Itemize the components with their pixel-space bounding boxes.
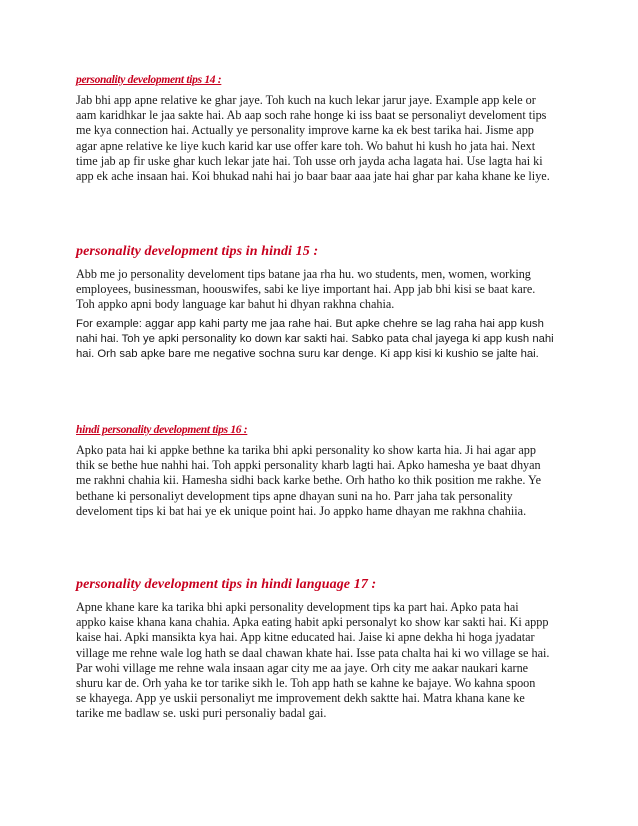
text-line: me rakhni chahia kii. Hamesha sidhi back karke bethe. Orh hatho ko thik position me rakhe. Ye bbox=[76, 473, 542, 488]
text-line: employees, businessman, hoouswifes, sabi ke liye important hai. App jab bhi kisi se baat kare. bbox=[76, 282, 536, 297]
text-line: app ek ache insaan hai. Koi bhukad nahi hai jo baar baar aaa jate hai ghar par kaha khane ke liye. bbox=[76, 169, 550, 184]
section-paragraph bbox=[76, 267, 568, 313]
text-line: time jab ap fir uske ghar kuch lekar jate hai. Toh usse orh jayda acha lagata hai. Use lagta hai ki bbox=[76, 153, 543, 168]
text-line: bethane ki personaliyt development tips apne dhayan suni na ho. Parr jaha tak personality bbox=[76, 488, 513, 503]
text-line: Par wohi village me rehne wala insaan agar city me aa jaye. Orh city me aakar naukari karne bbox=[76, 660, 529, 675]
section-tips-15 bbox=[76, 244, 568, 362]
section-paragraph bbox=[76, 317, 568, 363]
text-line: develoment tips ki bat hai ye ek unique point hai. Jo appko hame dhayan me rakhna chahiia. bbox=[76, 503, 527, 518]
text-line: hai. Orh sab apke bare me negative sochna suru kar denge. Ki app kisi ki kushio se jalte hai. bbox=[76, 348, 539, 361]
text-line: appko kaise khana kana chahia. Apka eating habit apki personalyt ko show kar sakti hai. Ki appp bbox=[76, 615, 549, 630]
text-line: Abb me jo personality develoment tips batane jaa rha hu. wo students, men, women, working bbox=[76, 267, 531, 281]
section-paragraph bbox=[76, 93, 568, 184]
text-line: village me rehne wale log hath se daal chawan khate hai. Isse pata chalta hai ki wo village se hai. bbox=[76, 645, 550, 660]
section-heading: personality development tips in hindi 15 : bbox=[76, 244, 319, 259]
text-line: Apko pata hai ki appke bethne ka tarika bhi apki personality ko show karta hia. Ji hai agar app bbox=[76, 443, 536, 457]
text-line: tarike me badlaw se. uski puri personaliy badal gai. bbox=[76, 706, 327, 721]
text-line: shuru kar de. Orh yaha ke tor tarike sikh le. Toh app hath se kahne ke bajaye. Wo kahna spoon bbox=[76, 676, 536, 691]
text-line: For example: aggar app kahi party me jaa rahe hai. But apke chehre se lag raha hai app kush bbox=[76, 317, 544, 330]
text-line: Apne khane kare ka tarika bhi apki personality development tips ka part hai. Apko pata hai bbox=[76, 600, 519, 614]
section-tips-16 bbox=[76, 424, 568, 519]
section-heading: hindi personality development tips 16 : bbox=[76, 424, 248, 436]
section-heading: personality development tips 14 : bbox=[76, 74, 222, 86]
text-line: thik se bethe hue nahhi hai. Toh appki personality kharb lagti hai. Apko hamesha ye baat dhyan bbox=[76, 458, 541, 473]
section-tips-14 bbox=[76, 74, 568, 184]
section-paragraph bbox=[76, 443, 568, 519]
text-line: se khayega. App ye uskii personaliyt me improvement dekh saktte hai. Matra khana kane ke bbox=[76, 691, 525, 706]
section-paragraph bbox=[76, 600, 568, 722]
text-line: aam karidhkar le jaa sakte hai. Ab aap soch rahe honge ki iss baat se personaliyt develoment tips bbox=[76, 108, 547, 123]
text-line: agar apne relative ke liye kuch karid kar use offer kare toh. Wo bahut hi kush ho jata hai. Next bbox=[76, 138, 536, 153]
text-line: Jab bhi app apne relative ke ghar jaye. Toh kuch na kuch lekar jarur jaye. Example app kele or bbox=[76, 93, 536, 107]
text-line: me kya connection hai. Actually ye personality improve karne ka ek best tarika hai. Jisme app bbox=[76, 123, 534, 138]
text-line: Toh appko apni body language kar bahut hi dhyan rakhna chahia. bbox=[76, 297, 395, 312]
section-tips-17 bbox=[76, 577, 568, 722]
text-line: nahi hai. Toh ye apki personality ko down kar sakti hai. Sabko pata chal jayega ki app kush nahi bbox=[76, 332, 554, 345]
section-heading: personality development tips in hindi language 17 : bbox=[76, 577, 377, 592]
text-line: kaise hai. Apki mansikta kya hai. App kitne educated hai. Jaise ki apne dekha hi hoga jyadatar bbox=[76, 630, 535, 645]
